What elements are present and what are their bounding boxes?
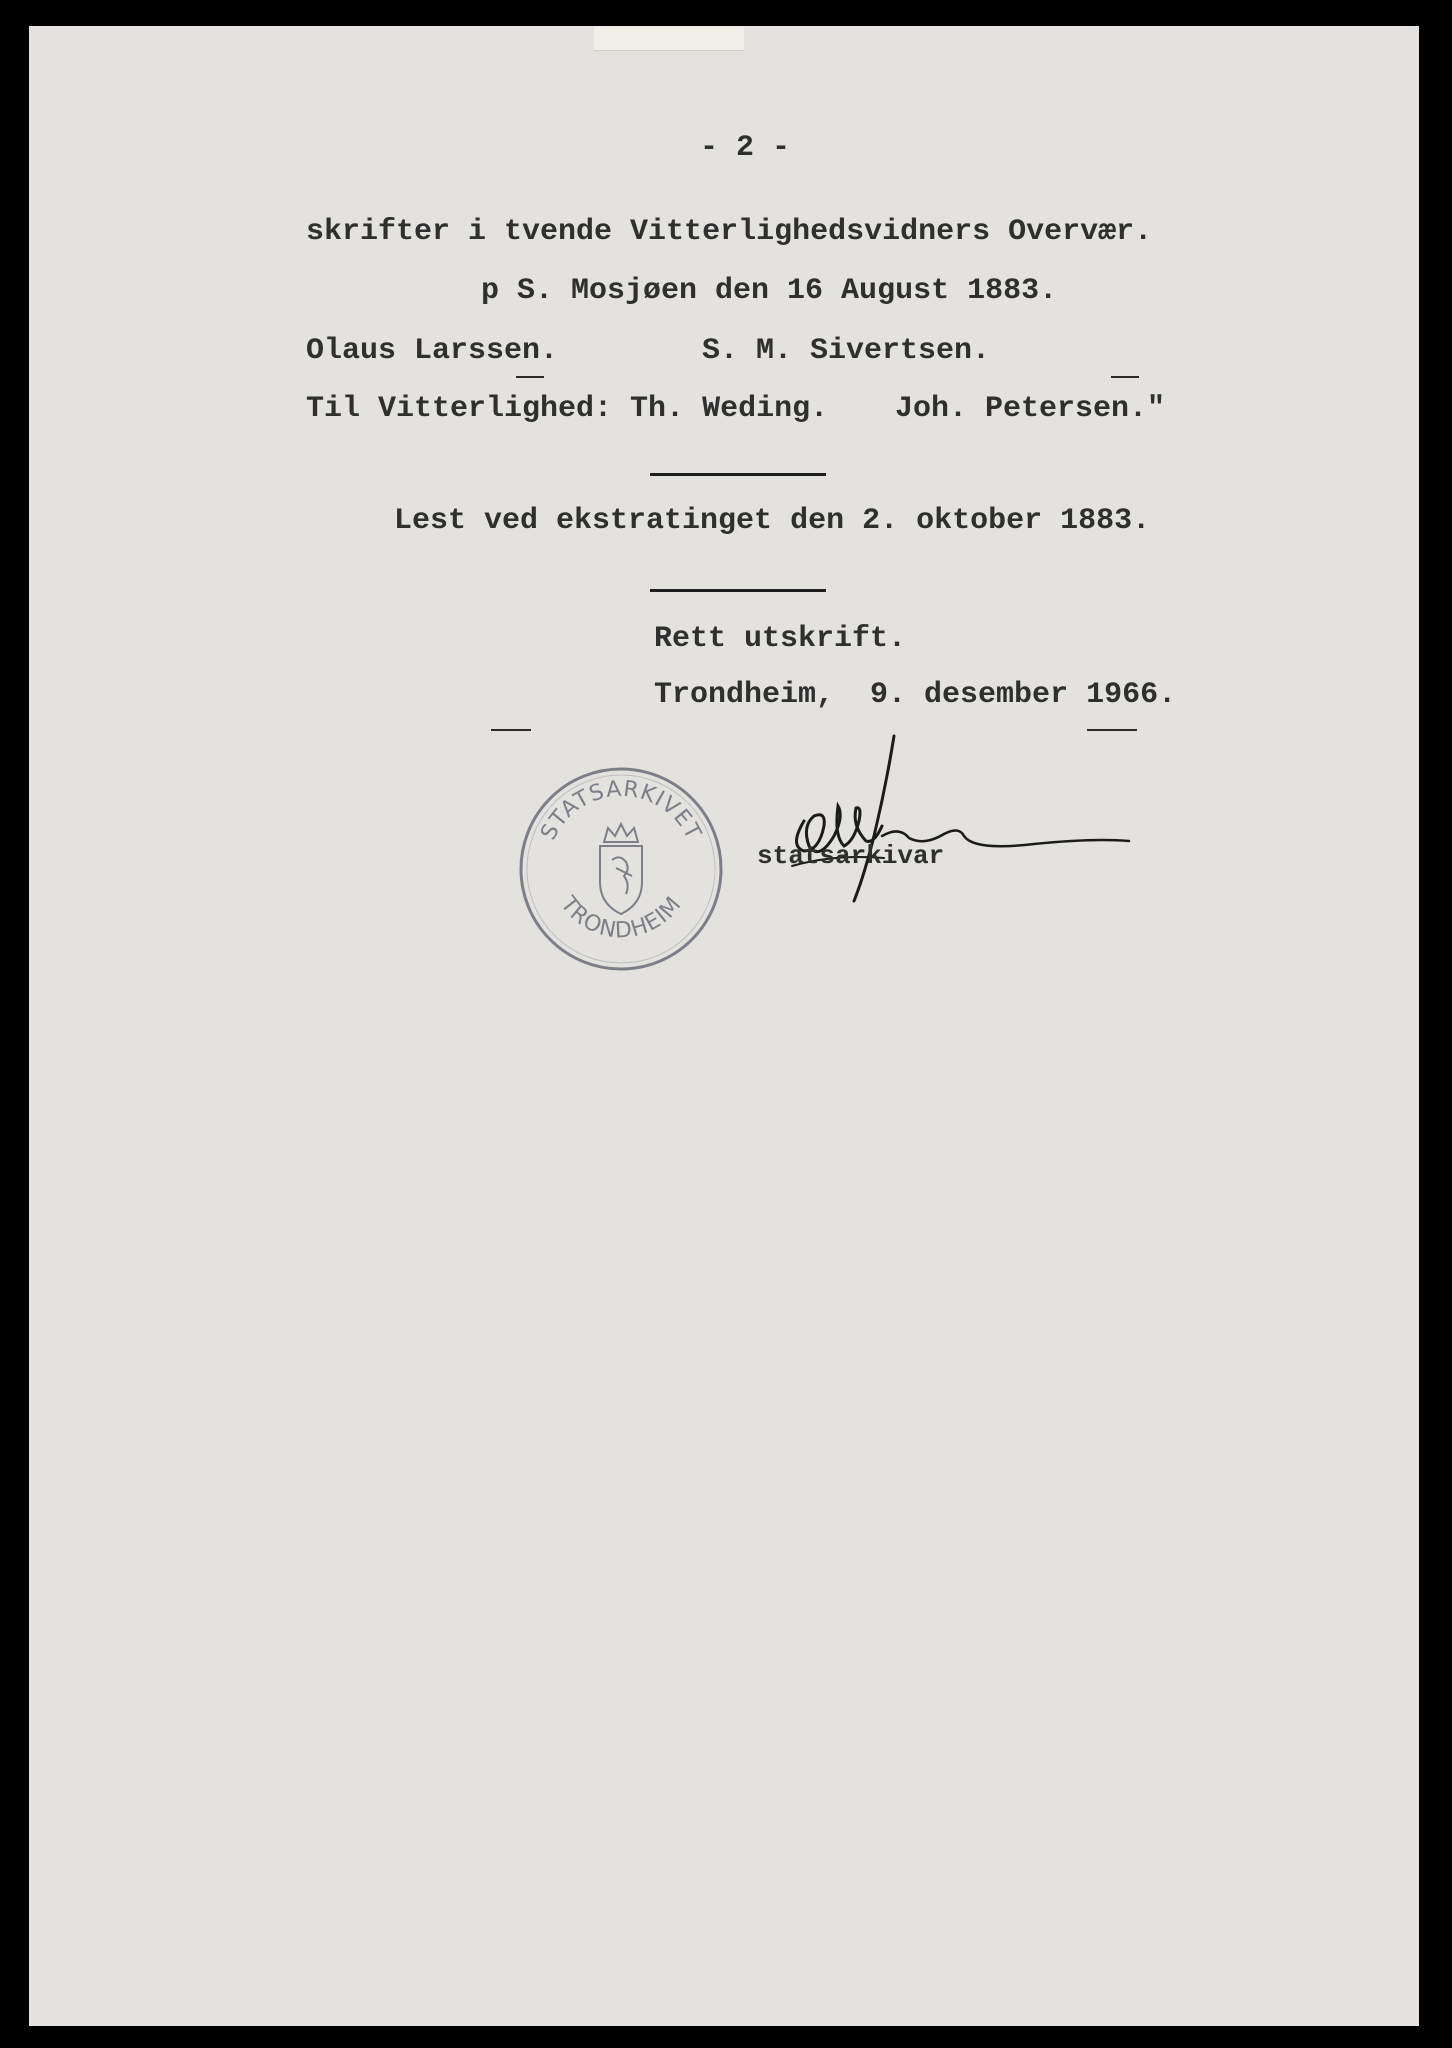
certification-label: Rett utskrift. <box>654 622 907 656</box>
archive-stamp <box>516 764 726 974</box>
divider-dash <box>516 376 544 378</box>
body-line-1: skrifter i tvende Vitterlighedsvidners Overvær. <box>306 215 1153 249</box>
stamp-top-text: STATSARKIVET <box>536 776 706 845</box>
divider-rule <box>650 473 826 476</box>
witness-joh-petersen: Joh. Petersen." <box>895 392 1166 426</box>
coat-of-arms-icon <box>600 824 642 914</box>
handwritten-signature <box>774 726 1154 906</box>
witness-line: Til Vitterlighed: Th. Weding. <box>306 392 829 426</box>
stamp-bottom-text: TRONDHEIM <box>555 891 687 944</box>
signatory-title: statsarkivar <box>757 841 945 871</box>
svg-text:TRONDHEIM <box>555 891 687 943</box>
divider-rule <box>650 589 826 592</box>
document-page <box>29 26 1419 2026</box>
signer-olaus-larssen: Olaus Larssen. <box>306 334 559 368</box>
divider-dash <box>491 729 531 731</box>
paper-tab <box>594 26 744 51</box>
page-number: - 2 - <box>700 131 791 165</box>
divider-dash <box>1111 376 1139 378</box>
certification-place-date: Trondheim, 9. desember 1966. <box>654 678 1177 712</box>
body-line-2: p S. Mosjøen den 16 August 1883. <box>481 274 1058 308</box>
read-note: Lest ved ekstratinget den 2. oktober 1883. <box>394 504 1151 538</box>
signer-s-m-sivertsen: S. M. Sivertsen. <box>702 334 991 368</box>
